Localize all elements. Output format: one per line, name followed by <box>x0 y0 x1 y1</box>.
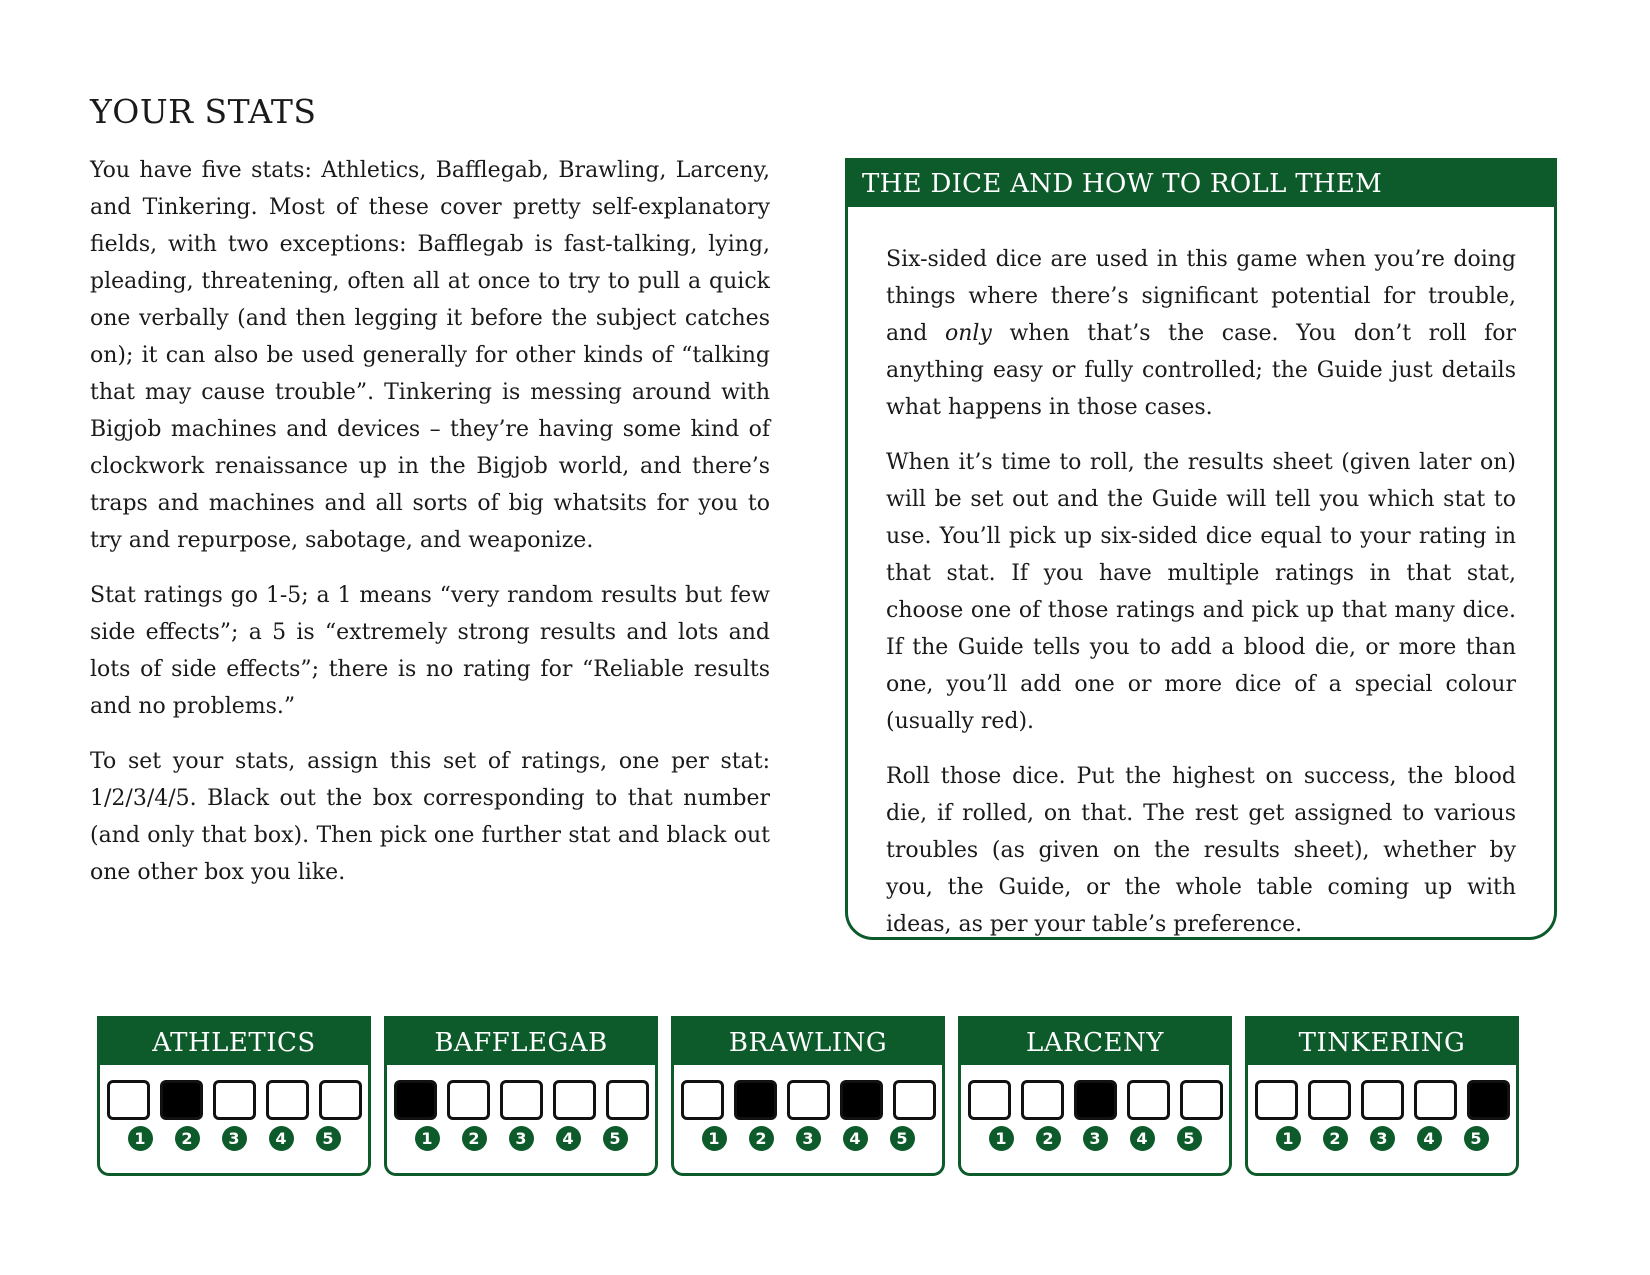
rating-number-2: 2 <box>1323 1126 1348 1151</box>
rating-boxes <box>674 1080 942 1120</box>
rating-number-2: 2 <box>1036 1126 1061 1151</box>
rating-number-3: 3 <box>222 1126 247 1151</box>
rating-numbers <box>674 1126 942 1151</box>
stat-card-athletics <box>97 1016 371 1176</box>
rating-number-2: 2 <box>462 1126 487 1151</box>
rating-number-4: 4 <box>1417 1126 1442 1151</box>
rating-box-4[interactable] <box>266 1080 309 1120</box>
rating-box-5[interactable] <box>893 1080 936 1120</box>
rating-numbers <box>387 1126 655 1151</box>
only-emphasis: only <box>944 321 992 346</box>
stats-intro-paragraph: You have five stats: Athletics, Bafflegab, Brawling, Larceny, and Tinkering. Most of these cover pretty self-explanatory fields, with two exceptions: Bafflegab is fast-talking, lying, pleading, threatening, often all at once to try to pull a quick one verbally (and then legging it before the subject catches on); it can also be used generally for other kinds of “talking that may cause trouble”. Tinkering is messing around with Bigjob machines and devices – they’re having some kind of clockwork renaissance up in the Bigjob world, and there’s traps and machines and all sorts of big whatsits for you to try and repurpose, sabotage, and weaponize. <box>90 158 770 553</box>
rating-numbers <box>1248 1126 1516 1151</box>
rating-boxes <box>961 1080 1229 1120</box>
dice-when-paragraph <box>886 241 1516 426</box>
rating-number-1: 1 <box>702 1126 727 1151</box>
rating-number-4: 4 <box>843 1126 868 1151</box>
rating-box-3[interactable] <box>787 1080 830 1120</box>
dice-when-text-end: when that’s the case. You don’t roll for anything easy or fully controlled; the Guide just details what happens in those cases. <box>886 321 1516 420</box>
stat-name: ATHLETICS <box>100 1019 368 1065</box>
rating-number-5: 5 <box>890 1126 915 1151</box>
rating-box-5[interactable] <box>319 1080 362 1120</box>
rating-number-4: 4 <box>269 1126 294 1151</box>
set-stats-paragraph: To set your stats, assign this set of ratings, one per stat: 1/2/3/4/5. Black out the box corresponding to that number (and only that box). Then pick one further stat and black out one other box you like. <box>90 749 770 885</box>
dice-rules-title: THE DICE AND HOW TO ROLL THEM <box>848 161 1554 207</box>
rating-number-1: 1 <box>415 1126 440 1151</box>
rating-box-2[interactable] <box>160 1080 203 1120</box>
rating-box-2[interactable] <box>734 1080 777 1120</box>
rating-box-2[interactable] <box>447 1080 490 1120</box>
rating-box-4[interactable] <box>1127 1080 1170 1120</box>
rating-box-4[interactable] <box>553 1080 596 1120</box>
rating-number-5: 5 <box>1464 1126 1489 1151</box>
rating-numbers <box>961 1126 1229 1151</box>
rating-box-5[interactable] <box>1467 1080 1510 1120</box>
rating-number-3: 3 <box>509 1126 534 1151</box>
stat-name: BAFFLEGAB <box>387 1019 655 1065</box>
stats-description <box>90 152 770 909</box>
rating-number-3: 3 <box>1083 1126 1108 1151</box>
rating-boxes <box>387 1080 655 1120</box>
dice-assign-paragraph: Roll those dice. Put the highest on success, the blood die, if rolled, on that. The rest get assigned to various troubles (as given on the results sheet), whether by you, the Guide, or the whole table coming up with ideas, as per your table’s preference. <box>886 764 1516 937</box>
stat-card-brawling <box>671 1016 945 1176</box>
rating-number-4: 4 <box>556 1126 581 1151</box>
rating-box-1[interactable] <box>394 1080 437 1120</box>
rating-number-5: 5 <box>603 1126 628 1151</box>
rating-number-1: 1 <box>1276 1126 1301 1151</box>
rating-box-3[interactable] <box>213 1080 256 1120</box>
stat-card-tinkering <box>1245 1016 1519 1176</box>
rating-number-2: 2 <box>749 1126 774 1151</box>
stat-card-larceny <box>958 1016 1232 1176</box>
rating-box-2[interactable] <box>1021 1080 1064 1120</box>
stat-name: TINKERING <box>1248 1019 1516 1065</box>
rating-number-1: 1 <box>128 1126 153 1151</box>
rating-box-3[interactable] <box>1074 1080 1117 1120</box>
stat-name: BRAWLING <box>674 1019 942 1065</box>
rating-box-1[interactable] <box>1255 1080 1298 1120</box>
rating-box-2[interactable] <box>1308 1080 1351 1120</box>
rating-number-5: 5 <box>316 1126 341 1151</box>
dice-rules-box <box>845 158 1557 940</box>
rating-number-4: 4 <box>1130 1126 1155 1151</box>
rating-box-1[interactable] <box>681 1080 724 1120</box>
rating-box-3[interactable] <box>1361 1080 1404 1120</box>
rating-box-3[interactable] <box>500 1080 543 1120</box>
stat-name: LARCENY <box>961 1019 1229 1065</box>
rating-numbers <box>100 1126 368 1151</box>
rating-number-3: 3 <box>1370 1126 1395 1151</box>
rating-number-3: 3 <box>796 1126 821 1151</box>
rating-box-4[interactable] <box>840 1080 883 1120</box>
rating-box-1[interactable] <box>107 1080 150 1120</box>
page-title: YOUR STATS <box>90 92 317 131</box>
stat-card-bafflegab <box>384 1016 658 1176</box>
rating-box-5[interactable] <box>606 1080 649 1120</box>
rating-boxes <box>1248 1080 1516 1120</box>
rating-box-4[interactable] <box>1414 1080 1457 1120</box>
dice-when-text-start: Six-sided dice are used in this game when you’re doing things where there’s significant potential for trouble, and <box>886 247 1516 346</box>
stat-ratings-paragraph: Stat ratings go 1-5; a 1 means “very random results but few side effects”; a 5 is “extremely strong results and lots and lots of side effects”; there is no rating for “Reliable results and no problems.” <box>90 583 770 719</box>
dice-rules-body <box>848 207 1554 943</box>
rating-number-2: 2 <box>175 1126 200 1151</box>
rating-box-1[interactable] <box>968 1080 1011 1120</box>
rating-number-1: 1 <box>989 1126 1014 1151</box>
rating-boxes <box>100 1080 368 1120</box>
rating-box-5[interactable] <box>1180 1080 1223 1120</box>
dice-how-paragraph: When it’s time to roll, the results sheet (given later on) will be set out and the Guide will tell you which stat to use. You’ll pick up six-sided dice equal to your rating in that stat. If you have multiple ratings in that stat, choose one of those ratings and pick up that many dice. If the Guide tells you to add a blood die, or more than one, you’ll add one or more dice of a special colour (usually red). <box>886 450 1516 734</box>
rating-number-5: 5 <box>1177 1126 1202 1151</box>
